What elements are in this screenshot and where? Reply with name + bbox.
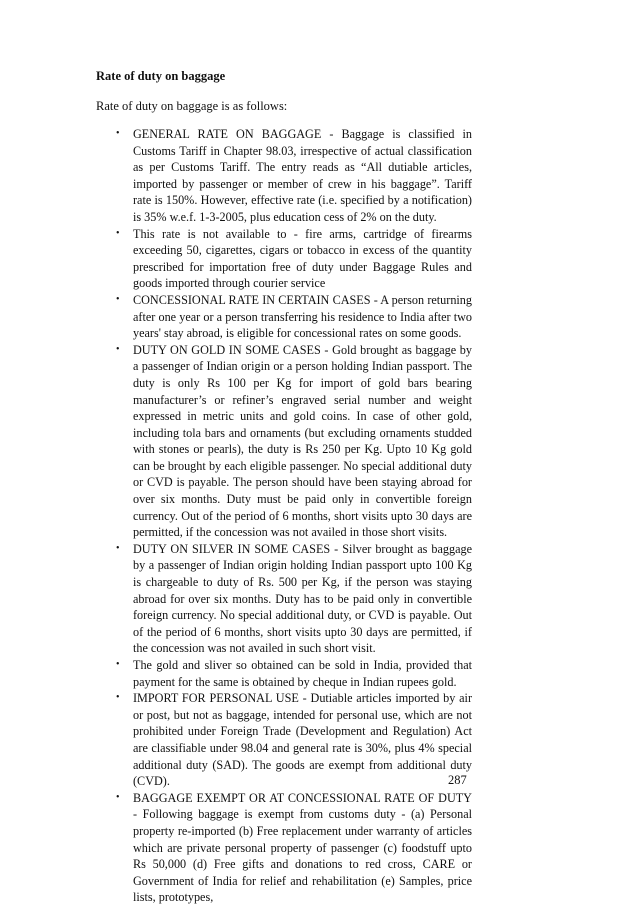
bullet-item-personal-use (96, 690, 472, 790)
bullet-icon: • (116, 343, 120, 355)
bullet-icon: • (116, 128, 120, 139)
bullet-item-duty-on-gold (96, 342, 472, 541)
bullet-text: BAGGAGE EXEMPT OR AT CONCESSIONAL RATE OF DUTY - Following baggage is exempt from customs duty - (a) Personal property re-imported (b) Free replacement under warranty of articles which are private personal property of passenger (c) foodstuff upto Rs 50,000 (d) Free gifts and donations to red cross, CARE or Government of India for relief and rehabilitation (e) Samples, price lists, prototypes, (133, 790, 472, 905)
bullet-icon: • (116, 692, 120, 704)
bullet-list (96, 126, 472, 906)
bullet-item-baggage-exempt (96, 790, 472, 906)
bullet-item-concessional-rate (96, 292, 472, 342)
bullet-text: CONCESSIONAL RATE IN CERTAIN CASES - A person returning after one year or a person transferring his residence to India after two years' stay abroad, is eligible for concessional rates on some goods. (133, 292, 472, 341)
bullet-text: DUTY ON GOLD IN SOME CASES - Gold brought as baggage by a passenger of Indian origin or a person holding Indian passport. The duty is only Rs 100 per Kg for import of gold bars bearing manufacturer’s or refiner’s engraved serial number and weight expressed in metric units and gold coins. In case of other gold, including tola bars and ornaments (but excluding ornaments studded with stones or pearls), the duty is Rs 250 per Kg. Upto 10 Kg gold can be brought by each eligible passenger. No special additional duty or CVD is payable. The person should have been staying abroad for over six months. Duty must be paid only in convertible foreign currency. Out of the period of 6 months, short visits upto 30 days are permitted, if the concession was not availed in those short visits. (133, 342, 472, 540)
section-heading: Rate of duty on baggage (96, 69, 226, 83)
bullet-icon: • (116, 227, 120, 239)
bullet-item-gold-silver-sale (96, 657, 472, 690)
bullet-item-general-rate (96, 126, 472, 226)
bullet-icon: • (116, 791, 120, 803)
bullet-text: IMPORT FOR PERSONAL USE - Dutiable articles imported by air or post, but not as baggage, intended for personal use, which are not prohibited under Foreign Trade (Development and Regulation) Act are classifiable under 98.04 and general rate is 30%, plus 4% special additional duty (SAD). The goods are exempt from additional duty (CVD). (133, 691, 472, 789)
bullet-icon: • (116, 659, 120, 670)
bullet-text: The gold and sliver so obtained can be sold in India, provided that payment for the same is obtained by cheque in Indian rupees gold. (133, 658, 472, 689)
bullet-icon: • (116, 542, 120, 554)
bullet-icon: • (116, 293, 120, 305)
page-number: 287 (448, 773, 467, 787)
bullet-text: This rate is not available to - fire arms, cartridge of firearms exceeding 50, cigarettes, cigars or tobacco in excess of the quantity prescribed for importation free of duty under Baggage Rules and goods imported through courier service (133, 226, 472, 291)
bullet-text: DUTY ON SILVER IN SOME CASES - Silver brought as baggage by a passenger of Indian origin holding Indian passport upto 100 Kg is chargeable to duty of Rs. 500 per Kg, if the person was staying abroad for over six months. Duty has to be paid only in convertible foreign currency. No special additional duty, or CVD is payable. Out of the period of 6 months, short visits upto 30 days are permitted, if the concession was not availed in such short visit. (133, 541, 472, 656)
bullet-text: GENERAL RATE ON BAGGAGE - Baggage is classified in Customs Tariff in Chapter 98.03, irrespective of actual classification as per Customs Tariff. The entry reads as “All dutiable articles, imported by passenger or member of crew in his baggage”. Tariff rate is 150%. However, effective rate (i.e. specified by a notification) is 35% w.e.f. 1-3-2005, plus education cess of 2% on the duty. (133, 127, 472, 224)
bullet-item-duty-on-silver (96, 541, 472, 657)
bullet-item-rate-not-available (96, 226, 472, 292)
intro-paragraph: Rate of duty on baggage is as follows: (96, 99, 288, 113)
